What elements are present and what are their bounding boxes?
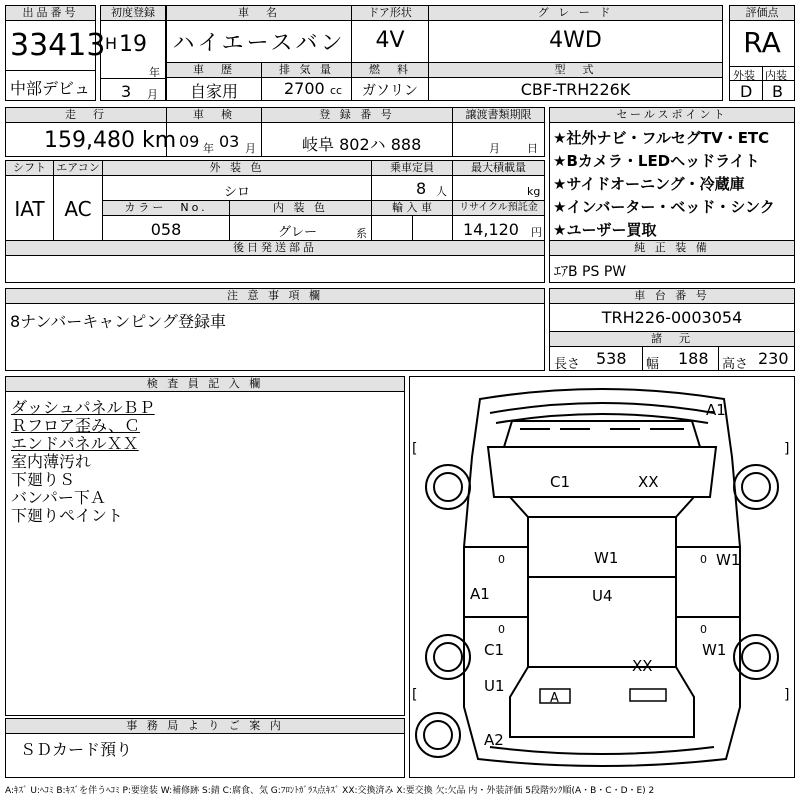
int-grade: B (772, 82, 783, 101)
inspection-box (166, 107, 262, 157)
grade: 4WD (549, 28, 602, 53)
era: H (105, 34, 118, 53)
legend-text: A:ｷｽﾞ U:ﾍｺﾐ B:ｷｽﾞを伴うﾍｺﾐ P:要塗装 W:補修跡 S:錆 C:腐食、気 G:ﾌﾛﾝﾄｶﾞﾗｽ点ｷｽﾞ XX:交換済み X:要交換 欠:欠品 内・外装評価 5段階ﾗﾝｸ順(A・B・C・D・E) 2 (5, 786, 655, 796)
model-label: 型 式 (429, 63, 722, 78)
yen-unit: 円 (531, 226, 542, 239)
int-color-suffix: 系 (356, 227, 367, 240)
fuel: ガソリン (362, 83, 418, 99)
damage-diagram (409, 376, 795, 778)
bracket-left-1: [ (412, 441, 418, 457)
int-color-box (229, 200, 372, 241)
ext-color-label: 外 装 色 (103, 161, 371, 176)
office-label: 事 務 局 よ り ご 案 内 (6, 719, 404, 734)
inspector-line-3: エンドパネルＸＸ (11, 434, 139, 453)
door-box (351, 5, 429, 63)
recycle-amount: 14,120 (463, 220, 519, 239)
history-box (166, 62, 262, 101)
lot-box (5, 5, 106, 101)
int-label: 内装 (765, 69, 787, 82)
zero-right-2: 0 (700, 623, 707, 636)
inspector-line-6: バンパー下Ａ (11, 488, 106, 507)
capacity: 8 (416, 179, 427, 198)
inspector-box (5, 376, 405, 716)
ext-color-box (102, 160, 372, 201)
first-registration-box (100, 5, 166, 101)
inspector-line-1: ダッシュパネルＢＰ (11, 398, 155, 417)
first-reg-label: 初度登録 (101, 6, 165, 21)
color-no-box (102, 200, 230, 241)
ac: AC (64, 197, 92, 221)
mark-w1-rear-right: W1 (702, 641, 727, 659)
ac-box (53, 160, 103, 241)
model-box (428, 62, 723, 101)
car-name-label: 車 名 (167, 6, 351, 21)
score-label: 評価点 (730, 6, 794, 21)
ext-color: シロ (223, 185, 250, 200)
height: 230 (758, 349, 789, 368)
mark-a-rear: A (550, 691, 559, 706)
sales-point-2: ★Bカメラ・LEDヘッドライト (553, 152, 760, 170)
load-label: 最大積載量 (453, 161, 544, 176)
inspector-line-7: 下廻りペイント (11, 506, 124, 525)
notes-box (5, 288, 545, 371)
mark-w1-roof: W1 (594, 549, 619, 567)
door-type: 4V (375, 28, 405, 53)
later-parts-label: 後日発送部品 (6, 241, 544, 256)
insp-month: 03 (219, 132, 240, 151)
mark-w1-right: W1 (716, 551, 741, 569)
mark-c1-hood: C1 (550, 473, 571, 491)
score-box (729, 5, 795, 101)
genuine-label: 純 正 装 備 (550, 241, 794, 256)
int-color: グレー (278, 225, 318, 240)
capacity-unit: 人 (436, 185, 447, 198)
reg-year-unit: 年 (149, 66, 160, 79)
deadline-label: 譲渡書類期限 (453, 108, 544, 123)
deadline-month: 月 (489, 142, 500, 155)
history: 自家用 (189, 82, 238, 101)
load-unit: kg (527, 185, 541, 198)
ac-label: エアコン (54, 161, 102, 176)
bracket-right-2: ] (784, 687, 790, 703)
dims-label: 諸 元 (550, 331, 794, 347)
ext-label: 外装 (733, 69, 755, 82)
displacement-label: 排 気 量 (262, 63, 351, 78)
inspector-line-5: 下廻りＳ (11, 470, 76, 489)
mileage-label: 走 行 (6, 108, 166, 123)
insp-year: 09 (179, 132, 200, 151)
mark-a2-bottom: A2 (484, 731, 504, 749)
plate-box (261, 107, 453, 157)
lot-label: 出品番号 (6, 6, 95, 21)
fuel-box (351, 62, 429, 101)
debut-label: 中部デビュ (10, 79, 91, 98)
cc-unit: cc (330, 84, 343, 97)
ext-grade: D (740, 82, 753, 101)
capacity-box (371, 160, 453, 201)
inspector-label: 検 査 員 記 入 欄 (6, 377, 404, 392)
genuine-equipment: ｴｱB PS PW (554, 264, 627, 280)
mark-a1-left: A1 (470, 585, 490, 603)
reg-month: 3 (121, 82, 132, 101)
length-label: 長さ (554, 357, 581, 372)
history-label: 車 歴 (167, 63, 261, 78)
zero-left: 0 (498, 553, 505, 566)
sales-points-label: セールスポイント (550, 108, 794, 123)
model-code: CBF-TRH226K (520, 80, 631, 99)
width-label: 幅 (646, 357, 660, 372)
displacement: 2700 (284, 79, 325, 98)
chassis-label: 車 台 番 号 (550, 289, 794, 304)
mark-u1-rear: U1 (484, 677, 505, 695)
office-text: ＳＤカード預り (20, 740, 133, 759)
shift: IAT (14, 197, 45, 221)
notes-text: 8ナンバーキャンピング登録車 (10, 312, 226, 331)
mark-c1-rear-left: C1 (484, 641, 505, 659)
capacity-label: 乗車定員 (372, 161, 452, 176)
deadline-day: 日 (527, 142, 538, 155)
zero-right: 0 (700, 553, 707, 566)
car-name-box (166, 5, 352, 63)
genuine-box (549, 240, 795, 283)
shift-label: シフト (6, 161, 53, 176)
sales-point-3: ★サイドオーニング・冷蔵庫 (553, 175, 745, 193)
color-no-label: カラー No. (103, 201, 229, 216)
shift-box (5, 160, 54, 241)
door-label: ドア形状 (352, 6, 428, 21)
plate-label: 登 録 番 号 (262, 108, 452, 123)
office-box (5, 718, 405, 778)
int-color-label: 内 装 色 (230, 201, 371, 216)
mark-u4-roof: U4 (592, 587, 613, 605)
reg-month-unit: 月 (147, 88, 158, 101)
mileage-box (5, 107, 177, 157)
color-no: 058 (150, 220, 182, 239)
km-unit: km (142, 128, 177, 153)
inspection-label: 車 検 (167, 108, 261, 123)
later-parts-box (5, 240, 545, 283)
mark-xx-rear: XX (632, 657, 653, 675)
mileage: 159,480 (44, 128, 135, 153)
chassis-number: TRH226-0003054 (601, 308, 743, 327)
height-label: 高さ (722, 357, 749, 372)
sales-point-4: ★インバーター・ベッド・シンク (553, 198, 775, 216)
notes-label: 注 意 事 項 欄 (6, 289, 544, 304)
inspector-line-4: 室内薄汚れ (11, 452, 92, 471)
length: 538 (596, 349, 627, 368)
car-name: ハイエースバン (172, 31, 346, 56)
fuel-label: 燃 料 (352, 63, 428, 78)
sales-point-1: ★社外ナビ・フルセグTV・ETC (553, 129, 770, 147)
lot-number: 33413 (10, 28, 106, 63)
insp-month-unit: 月 (245, 142, 256, 155)
load-box (452, 160, 545, 201)
vehicle-outline (410, 377, 794, 777)
reg-year: 19 (119, 32, 147, 57)
mark-xx-hood: XX (638, 473, 659, 491)
plate: 岐阜 802ハ 888 (302, 135, 422, 154)
import-label: 輸 入 車 (372, 201, 452, 216)
import-box (371, 200, 453, 241)
grade-label: グ レ ー ド (429, 6, 722, 21)
recycle-label: リサイクル預託金 (453, 201, 544, 216)
insp-year-unit: 年 (203, 142, 214, 155)
sales-points-box (549, 107, 795, 241)
score: RA (743, 26, 781, 59)
mark-a1-front: A1 (706, 401, 726, 419)
zero-left-2: 0 (498, 623, 505, 636)
chassis-box (549, 288, 795, 371)
bracket-left-2: [ (412, 687, 418, 703)
deadline-box (452, 107, 545, 157)
displacement-box (261, 62, 352, 101)
recycle-box (452, 200, 545, 241)
sales-point-5: ★ユーザー買取 (553, 221, 657, 239)
width: 188 (678, 349, 709, 368)
grade-box (428, 5, 723, 63)
inspector-line-2: Ｒフロア歪み、Ｃ (11, 416, 140, 435)
bracket-right-1: ] (784, 441, 790, 457)
